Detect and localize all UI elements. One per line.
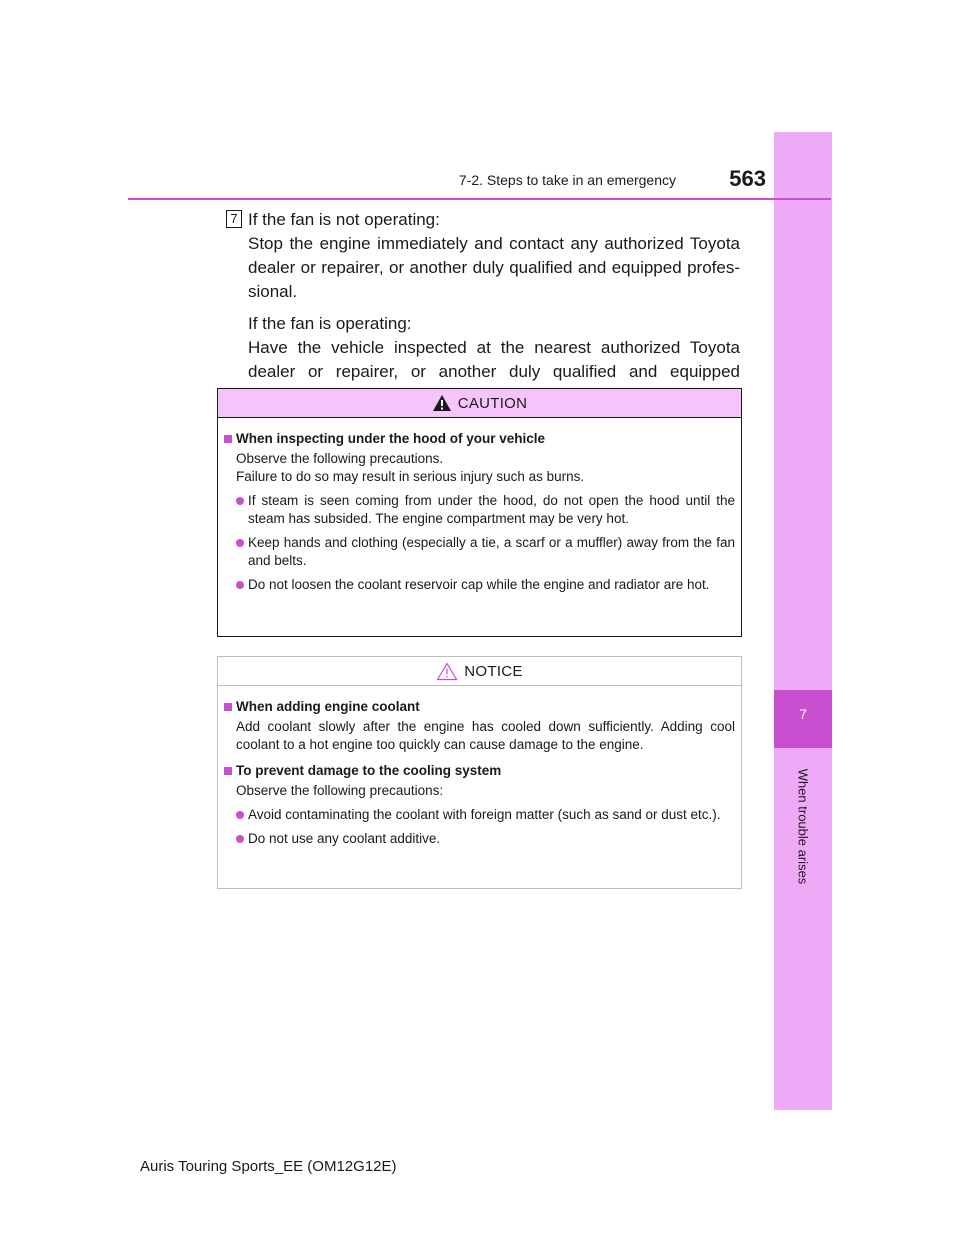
notice-bullet — [224, 830, 735, 848]
round-bullet-icon — [236, 581, 244, 589]
notice-topic-text: To prevent damage to the cooling system — [236, 763, 502, 778]
caution-intro-line-2: Failure to do so may result in serious injury such as burns. — [236, 469, 585, 484]
notice-topic-intro: Observe the following precautions: — [236, 783, 444, 798]
notice-header — [218, 657, 741, 686]
notice-topic-text: When adding engine coolant — [236, 699, 420, 714]
chapter-title-vertical — [773, 761, 833, 891]
caution-title: CAUTION — [457, 394, 528, 412]
round-bullet-icon — [236, 497, 244, 505]
header-divider — [128, 198, 831, 200]
caution-bullet — [224, 576, 735, 594]
step-line-condition-1: If the fan is not operating: — [248, 210, 440, 229]
caution-body — [218, 418, 741, 594]
notice-body — [218, 686, 741, 848]
step-line-action-1: Stop the engine immediately and contact any authorized Toyota dealer or repairer, or another duly qualified and equipped profes-sional. — [248, 234, 740, 301]
caution-header — [218, 389, 741, 418]
chapter-number: 7 — [799, 706, 807, 722]
notice-title: NOTICE — [464, 662, 523, 680]
round-bullet-icon — [236, 811, 244, 819]
section-title: 7-2. Steps to take in an emergency — [458, 172, 676, 188]
notice-bullet-text: Do not use any coolant additive. — [248, 831, 441, 846]
caution-bullet-text: Keep hands and clothing (especially a tie, a scarf or a muffler) away from the fan and belts. — [248, 535, 735, 568]
notice-topic-paragraph: Add coolant slowly after the engine has cooled down sufficiently. Adding cool coolant to a hot engine too quickly can cause damage to the engine. — [236, 719, 735, 752]
caution-bullet — [224, 492, 735, 528]
step-line-condition-2: If the fan is operating: — [248, 314, 412, 333]
caution-panel — [217, 388, 742, 637]
notice-topic — [224, 698, 735, 716]
notice-topic — [224, 762, 735, 780]
warning-triangle-icon — [432, 394, 452, 412]
page-number: 563 — [729, 166, 766, 191]
chapter-side-tab — [774, 132, 832, 1110]
square-bullet-icon — [224, 435, 232, 443]
chapter-title: When trouble arises — [795, 768, 811, 884]
step-instructions — [248, 208, 740, 408]
step-line-action-2: Have the vehicle inspected at the nearest authorized Toyota dealer or repairer, or another duly qualified and equipped — [248, 338, 740, 381]
notice-panel — [217, 656, 742, 889]
notice-triangle-icon — [436, 662, 458, 681]
caution-bullet-text: If steam is seen coming from under the hood, do not open the hood until the steam has subsided. The engine compartment may be very hot. — [248, 493, 735, 526]
step-number-box: 7 — [226, 210, 242, 228]
caution-intro-line-1: Observe the following precautions. — [236, 451, 444, 466]
square-bullet-icon — [224, 703, 232, 711]
notice-bullet — [224, 806, 735, 824]
round-bullet-icon — [236, 539, 244, 547]
square-bullet-icon — [224, 767, 232, 775]
caution-bullet — [224, 534, 735, 570]
caution-topic-text: When inspecting under the hood of your vehicle — [236, 431, 546, 446]
manual-footer: Auris Touring Sports_EE (OM12G12E) — [140, 1158, 397, 1175]
caution-topic — [224, 430, 735, 448]
round-bullet-icon — [236, 835, 244, 843]
notice-bullet-text: Avoid contaminating the coolant with foreign matter (such as sand or dust etc.). — [248, 807, 721, 822]
caution-bullet-text: Do not loosen the coolant reservoir cap while the engine and radiator are hot. — [248, 577, 710, 592]
